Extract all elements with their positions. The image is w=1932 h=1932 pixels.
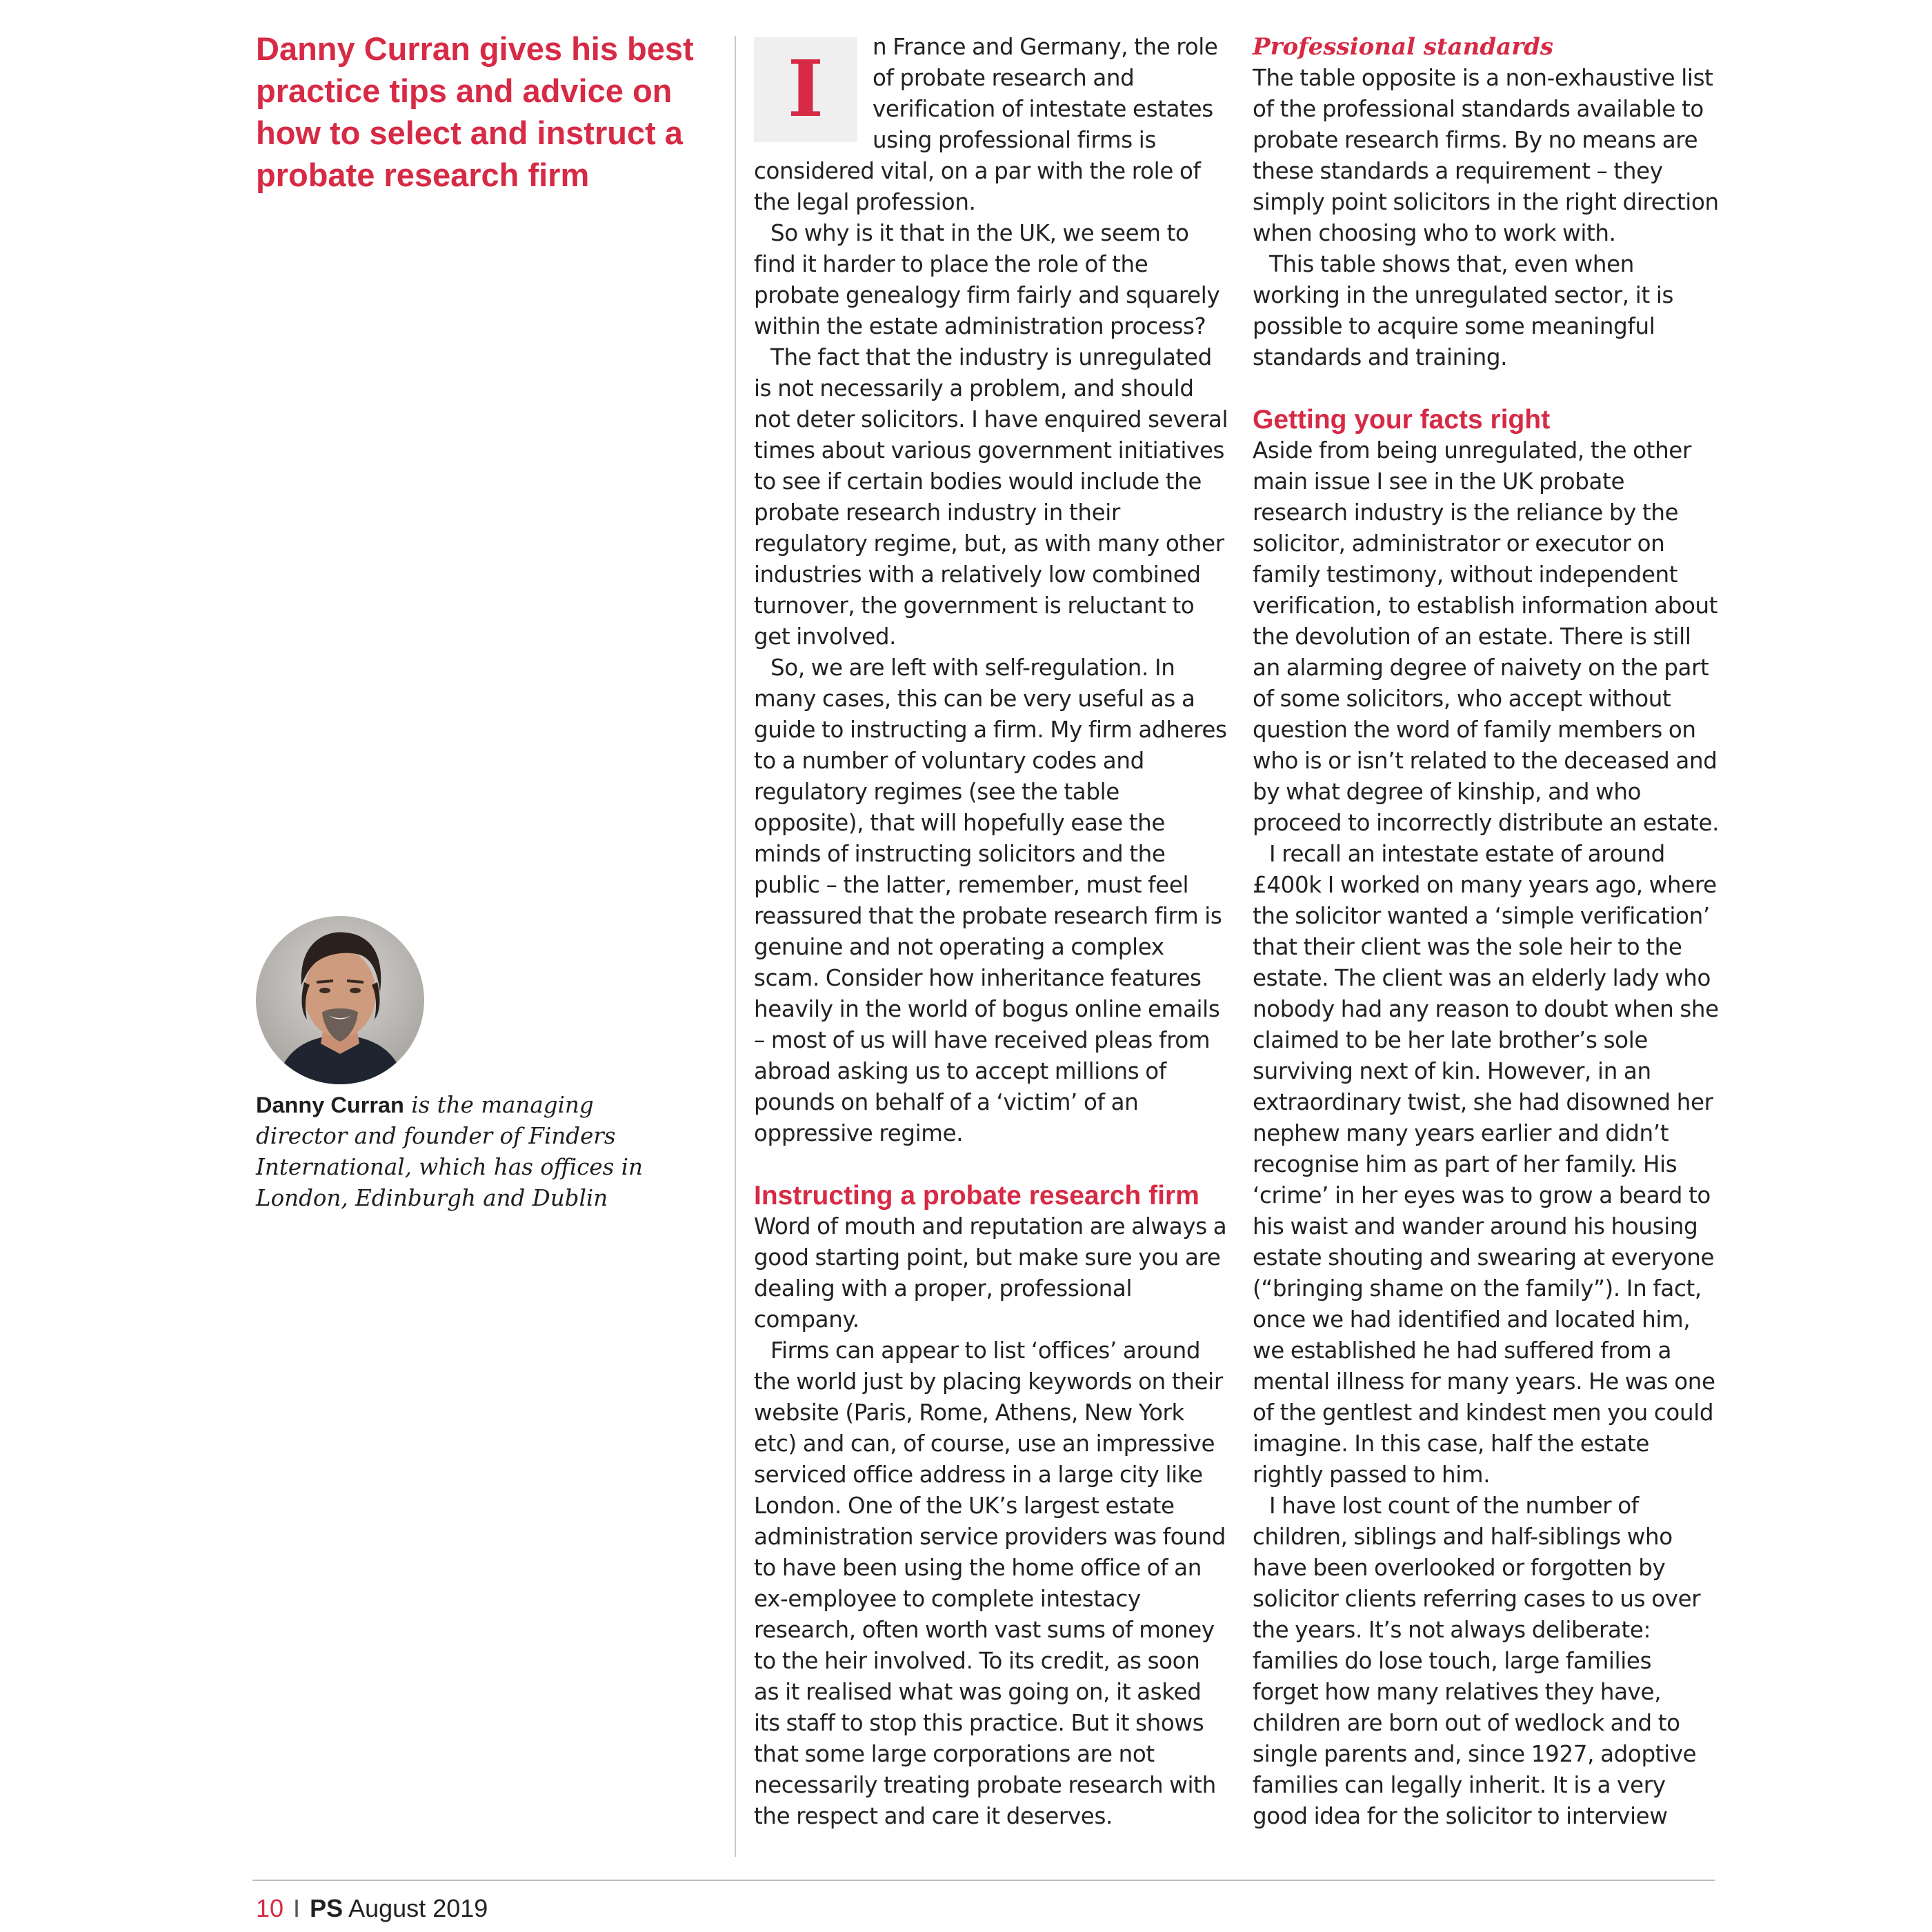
paragraph: Firms can appear to list ‘offices’ around the world just by placing keywords on their website (Paris, Rome, Athens, New York etc) and can, of course, use an impressive serviced office address in a large city like London. One of the UK’s largest estate administration service providers was found to have been using the home office of an ex-employee to complete intestacy research, often worth vast sums of money to the heir involved. To its credit, as soon as it realised what was going on, it asked its staff to stop this practice. But it shows that some large corporations are not necessarily treating probate research with the respect and care it deserves. xyxy=(754,1337,1226,1829)
issue-date: August 2019 xyxy=(343,1894,488,1922)
article-column-middle xyxy=(754,32,1230,1832)
magazine-name: PS xyxy=(310,1894,343,1922)
paragraph: The table opposite is a non-exhaustive list of the professional standards available to probate research firms. By no means are these standards a requirement – they simply point solicitors in the right direction when choosing who to work with. xyxy=(1253,65,1719,246)
footer-separator: I xyxy=(293,1894,301,1922)
paragraph: I recall an intestate estate of around £400k I worked on many years ago, where the solicitor wanted a ‘simple verification’ that their client was the sole heir to the estate. The client was an elderly lady who nobody had any reason to doubt when she claimed to be her late brother’s sole surviving next of kin. However, in an extraordinary twist, she had disowned her nephew many years earlier and didn’t recognise him as part of her family. His ‘crime’ in her eyes was to grow a beard to his waist and wander around his housing estate shouting and swearing at everyone (“bringing shame on the family”). In fact, once we had identified and located him, we established he had suffered from a mental illness for many years. He was one of the gentlest and kindest men you could imagine. In this case, half the estate rightly passed to him. xyxy=(1253,841,1719,1488)
section-heading: Getting your facts right xyxy=(1253,405,1551,435)
standfirst-column xyxy=(256,28,711,196)
subheading: Professional standards xyxy=(1253,33,1554,61)
paragraph: This table shows that, even when working in the unregulated sector, it is possible to acquire some meaningful standards and training. xyxy=(1253,251,1674,370)
author-bio-text: is the managing director and founder of Finders International, which has offices in London, Edinburgh and Dublin xyxy=(256,1092,643,1211)
section-heading: Instructing a probate research firm xyxy=(754,1181,1199,1211)
paragraph: I have lost count of the number of children, siblings and half-siblings who have been overlooked or forgotten by solicitor clients referring cases to us over the years. It’s not always deliberate: families do lose touch, large families forget how many relatives they have, children are born out of wedlock and to single parents and, since 1927, adoptive families can legally inherit. It is a very good idea for the solicitor to interview xyxy=(1253,1493,1701,1829)
page-number: 10 xyxy=(256,1894,284,1922)
paragraph: Aside from being unregulated, the other main issue I see in the UK probate research industry is the reliance by the solicitor, administrator or executor on family testimony, without independent verification, to establish information about the devolution of an estate. There is still an alarming degree of naivety on the part of some solicitors, who accept without question the word of family members on who is or isn’t related to the deceased and by what degree of kinship, and who proceed to incorrectly distribute an estate. xyxy=(1253,437,1720,836)
author-bio xyxy=(256,1090,684,1214)
paragraph: The fact that the industry is unregulated is not necessarily a problem, and should not deter solicitors. I have enquired several times about various government initiatives to see if certain bodies would include the probate research industry in their regulatory regime, but, as with many other industries with a relatively low combined turnover, the government is reluctant to get involved. xyxy=(754,344,1228,650)
column-divider xyxy=(735,36,736,1857)
page-footer xyxy=(256,1893,488,1924)
author-name: Danny Curran xyxy=(256,1093,404,1117)
paragraph: So, we are left with self-regulation. In many cases, this can be very useful as a guide to instructing a firm. My firm adheres to a number of voluntary codes and regulatory regimes (see the table opposite), that will hopefully ease the minds of instructing solicitors and the public – the latter, remember, must feel reassured that the probate research firm is genuine and not operating a complex scam. Consider how inheritance features heavily in the world of bogus online emails – most of us will have received pleas from abroad asking us to accept millions of pounds on behalf of a ‘victim’ of an oppressive regime. xyxy=(754,655,1227,1146)
paragraph: So why is it that in the UK, we seem to find it harder to place the role of the probate genealogy firm fairly and squarely within the estate administration process? xyxy=(754,220,1220,339)
standfirst: Danny Curran gives his best practice tips and advice on how to select and instruct a probate research firm xyxy=(256,30,694,193)
author-portrait xyxy=(256,916,424,1084)
article-column-right xyxy=(1253,32,1722,1832)
paragraph: Word of mouth and reputation are always a good starting point, but make sure you are dealing with a proper, professional company. xyxy=(754,1213,1227,1333)
paragraph: n France and Germany, the role of probate research and verification of intestate estates using professional firms is considered vital, on a par with the role of the legal profession. xyxy=(754,34,1218,215)
drop-cap: I xyxy=(754,37,857,142)
footer-rule xyxy=(252,1880,1715,1881)
